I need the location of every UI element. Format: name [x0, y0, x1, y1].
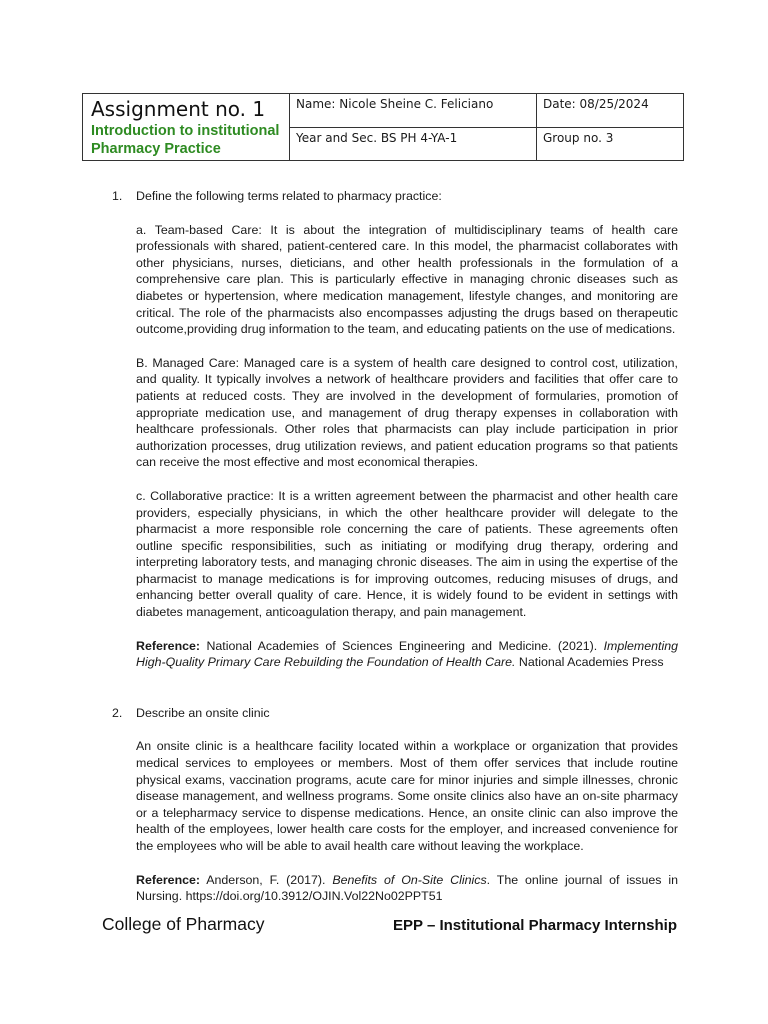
- student-name: Name: Nicole Sheine C. Feliciano: [290, 94, 537, 128]
- assignment-subtitle-line2: Pharmacy Practice: [91, 141, 221, 157]
- reference-1: [136, 638, 678, 671]
- team-based-care-paragraph: a. Team-based Care: It is about the integration of multidisciplinary teams of health care professionals with shared, patient-centered care. In this model, the pharmacist collaborates with other physicians, nurses, dieticians, and other health professionals in the formulation of a comprehensive care plan. This is particularly effective in managing chronic diseases such as diabetes or hypertension, where medication management, lifestyle changes, and monitoring are critical. The role of the pharmacists also encompasses adjusting the drugs based on therapeutic outcome,providing drug information to the team, and educating patients on the use of medications.: [136, 222, 678, 337]
- question-1-prompt: Define the following terms related to pharmacy practice:: [136, 189, 442, 203]
- assignment-title-cell: [83, 94, 290, 161]
- reference-details: . The online journal of issues in Nursing. https://doi.org/10.3912/OJIN.Vol22No02PPT51: [136, 872, 679, 904]
- reference-author: National Academies of Sciences Engineering and Medicine. (2021).: [200, 638, 604, 653]
- reference-title: Implementing High-Quality Primary Care Rebuilding the Foundation of Health Care.: [136, 638, 678, 670]
- assignment-title: Assignment no. 1: [91, 97, 266, 121]
- managed-care-paragraph: B. Managed Care: Managed care is a system of health care designed to control cost, utilization, and quality. It typically involves a network of healthcare providers and facilities that offer care to patients at reduced costs. They are involved in the development of formularies, promotion of appropriate medication use, and management of drug therapy expenses in collaboration with healthcare professionals. Other roles that pharmacists can play include participation in prior authorization processes, drug utilization reviews, and patient education programs so that patients can receive the most effective and most economical therapies.: [136, 355, 678, 470]
- year-and-section: Year and Sec. BS PH 4-YA-1: [290, 127, 537, 161]
- collaborative-practice-paragraph: c. Collaborative practice: It is a written agreement between the pharmacist and other health care providers, especially physicians, in which the other healthcare provider will delegate to the pharmacist a more responsible role concerning the care of patients. These agreements often outline specific responsibilities, such as initiating or modifying drug therapy, ordering and interpreting laboratory tests, and managing chronic diseases. The aim in using the expertise of the pharmacist to manage medications is for improving outcomes, reducing misuses of drugs, and enhancing better overall quality of care. Hence, it is widely found to be evident in settings with diabetes management, anticoagulation therapy, and pain management.: [136, 488, 678, 620]
- assignment-header-table: [82, 93, 684, 161]
- reference-title: Benefits of On-Site Clinics: [332, 872, 487, 887]
- reference-publisher: National Academies Press: [515, 655, 664, 670]
- footer-course-name: EPP – Institutional Pharmacy Internship: [393, 917, 677, 934]
- reference-2: [136, 872, 678, 905]
- onsite-clinic-paragraph: An onsite clinic is a healthcare facility located within a workplace or organization that provides medical services to employees or members. Most of them offer services that include routine physical exams, vaccination programs, acute care for minor injuries and simple illnesses, chronic disease management, and wellness programs. Some onsite clinics also have an on-site pharmacy or a telepharmacy service to dispense medications. Hence, an onsite clinic can also improve the health of the employees, lower health care costs for the employer, and increased convenience for the employees who will be able to avail health care without leaving the workplace.: [136, 739, 678, 853]
- question-1: [112, 188, 678, 671]
- reference-label: Reference:: [136, 638, 201, 653]
- question-2: [112, 705, 678, 905]
- question-2-prompt: Describe an onsite clinic: [136, 705, 270, 720]
- question-number: 1.: [112, 189, 123, 203]
- assignment-date: Date: 08/25/2024: [537, 94, 684, 128]
- assignment-body: [112, 188, 678, 905]
- footer-college-name: College of Pharmacy: [102, 914, 265, 934]
- reference-label: Reference:: [136, 872, 201, 887]
- assignment-subtitle-line1: Introduction to institutional: [91, 123, 280, 139]
- group-number: Group no. 3: [537, 127, 684, 161]
- reference-author: Anderson, F. (2017).: [200, 872, 333, 887]
- question-number: 2.: [112, 705, 123, 720]
